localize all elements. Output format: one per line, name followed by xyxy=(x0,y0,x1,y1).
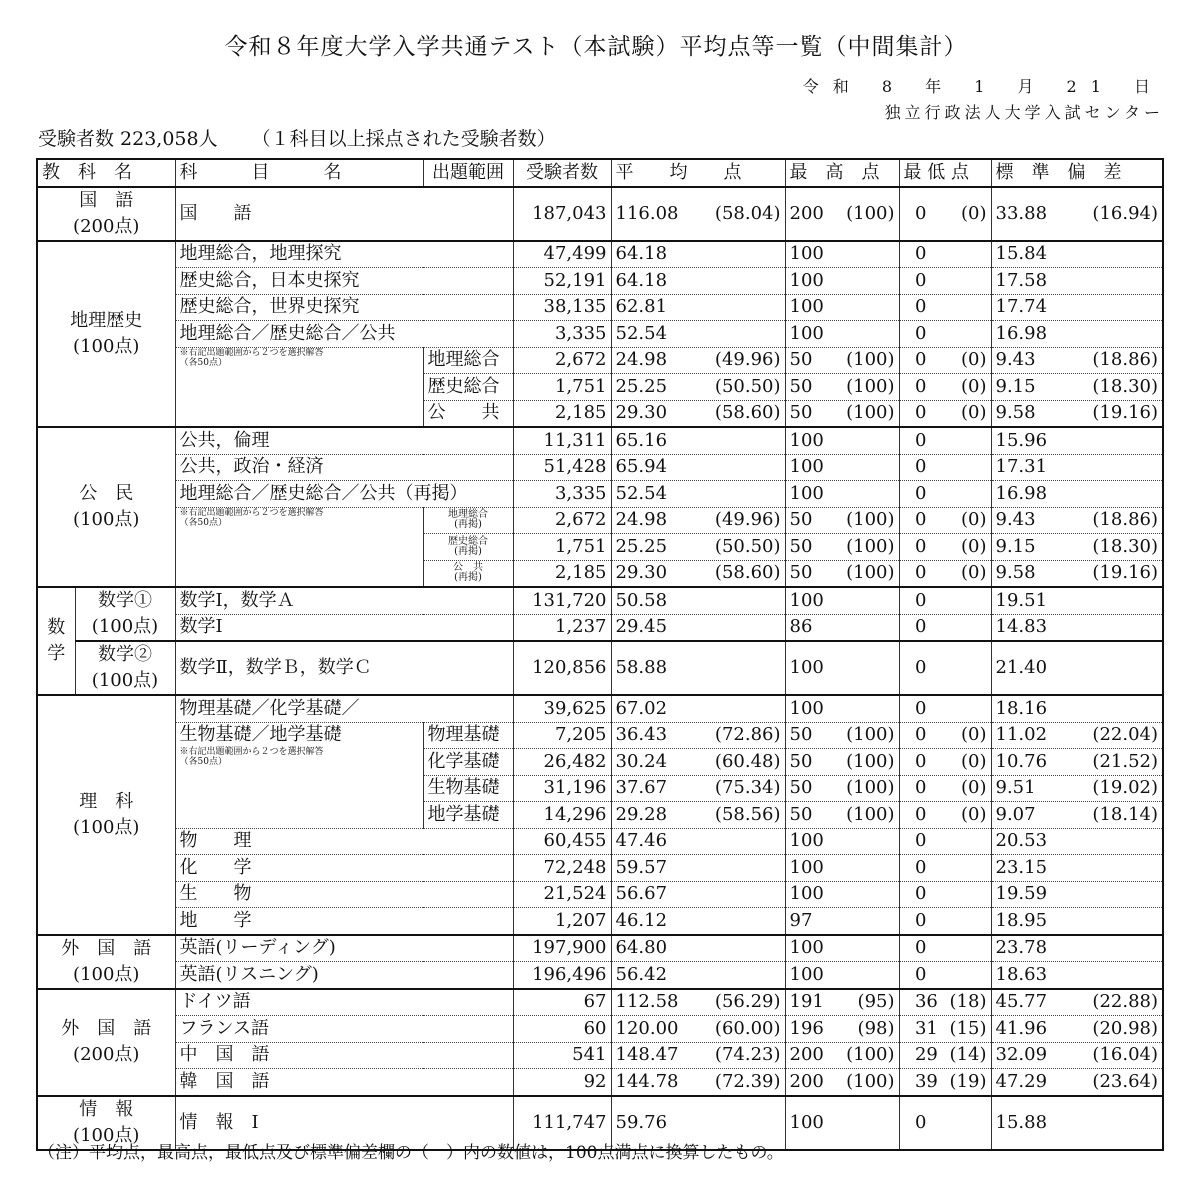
table-row: 化学基礎 26,482 30.24 (60.48) 50 (100) 0 (0) 10.76 (21.52) xyxy=(37,749,1163,776)
table-row: フランス語 60 120.00 (60.00) 196 (98) 31 (15) 41.96 (20.98) xyxy=(37,1016,1163,1043)
table-row: 物 理 60,455 47.46 100 0 20.53 xyxy=(37,828,1163,855)
table-row: 生物基礎／地学基礎 ※右記出題範囲から２つを選択解答 （各50点） 物理基礎 7,205 36.43 (72.86) 50 (100) 0 (0) 11.02 (22.04) xyxy=(37,722,1163,749)
table-row: 韓 国 語 92 144.78 (72.39) 200 (100) 39 (19) 47.29 (23.64) xyxy=(37,1069,1163,1096)
table-row: 理 科 (100点) 物理基礎／化学基礎／ 39,625 67.02 100 0 18.16 xyxy=(37,695,1163,722)
table-row: 中 国 語 541 148.47 (74.23) 200 (100) 29 (14) 32.09 (16.04) xyxy=(37,1042,1163,1069)
table-row: 地学基礎 14,296 29.28 (58.56) 50 (100) 0 (0) 9.07 (18.14) xyxy=(37,802,1163,829)
table-header: 教 科 名 科 目 名 出題範囲 受験者数 平 均 点 最 高 点 最 低 点 標 準 偏 差 xyxy=(37,159,1163,187)
table-row: 地理総合／歴史総合／公共 3,335 52.54 100 0 16.98 xyxy=(37,321,1163,348)
group-label: 外 国 語 (100点) xyxy=(37,935,175,989)
table-row: 歴史総合 1,751 25.25 (50.50) 50 (100) 0 (0) 9.15 (18.30) xyxy=(37,374,1163,401)
table-row: 歴史総合，日本史探究 52,191 64.18 100 0 17.58 xyxy=(37,268,1163,295)
table-row: 生 物 21,524 56.67 100 0 19.59 xyxy=(37,881,1163,908)
group-label: 情 報 (100点) xyxy=(37,1096,175,1150)
table-row: 地理総合／歴史総合／公共（再掲） 3,335 52.54 100 0 16.98 xyxy=(37,481,1163,508)
table-row: ※右記出題範囲から２つを選択解答 （各50点） 地理総合 (再掲) 2,672 24.98 (49.96) 50 (100) 0 (0) 9.43 (18.86) xyxy=(37,507,1163,534)
group-label: 理 科 (100点) xyxy=(37,695,175,935)
organization: 独立行政法人大学入試センター xyxy=(884,103,1164,122)
table-row: 生物基礎 31,196 37.67 (75.34) 50 (100) 0 (0) 9.51 (19.02) xyxy=(37,775,1163,802)
table-row: 数 学 数学① (100点) 数学Ⅰ，数学Ａ 131,720 50.58 100 0 19.51 xyxy=(37,587,1163,614)
table-row: 公共，政治・経済 51,428 65.94 100 0 17.31 xyxy=(37,454,1163,481)
table-row: 英語(リスニング) 196,496 56.42 100 0 18.63 xyxy=(37,962,1163,989)
table-row: 数学② (100点) 数学Ⅱ，数学Ｂ，数学Ｃ 120,856 58.88 100 0 21.40 xyxy=(37,641,1163,695)
table-row: 外 国 語 (200点) ドイツ語 67 112.58 (56.29) 191 (95) 36 (18) 45.77 (22.88) xyxy=(37,989,1163,1016)
table-row: 化 学 72,248 59.57 100 0 23.15 xyxy=(37,855,1163,882)
table-body xyxy=(37,159,1163,187)
table-row: 地理歴史 (100点) 地理総合，地理探究 47,499 64.18 100 0 15.84 xyxy=(37,241,1163,268)
table-row: 地 学 1,207 46.12 97 0 18.95 xyxy=(37,908,1163,935)
examinee-count: 受験者数 223,058人 （１科目以上採点された受験者数） xyxy=(38,128,556,150)
footnote: （注）平均点，最高点，最低点及び標準偏差欄の（ ）内の数値は，100点満点に換算したもの。 xyxy=(38,1143,784,1163)
table-row: 公 共 2,185 29.30 (58.60) 50 (100) 0 (0) 9.58 (19.16) xyxy=(37,400,1163,427)
table-row: 国 語 (200点) 国 語 187,043 116.08 (58.04) 200 (100) 0 (0) 33.88 (16.94) xyxy=(37,187,1163,241)
group-label: 公 民 (100点) xyxy=(37,427,175,587)
publish-date: 令和 8 年 1 月 21 日 xyxy=(802,77,1164,96)
group-label: 外 国 語 (200点) xyxy=(37,989,175,1096)
group-label: 国 語 (200点) xyxy=(37,187,175,241)
table-row: 歴史総合，世界史探究 38,135 62.81 100 0 17.74 xyxy=(37,294,1163,321)
table-row: ※右記出題範囲から２つを選択解答 （各50点） 地理総合 2,672 24.98 (49.96) 50 (100) 0 (0) 9.43 (18.86) xyxy=(37,347,1163,374)
table-row: 歴史総合 (再掲) 1,751 25.25 (50.50) 50 (100) 0 (0) 9.15 (18.30) xyxy=(37,534,1163,561)
page-title: 令和８年度大学入学共通テスト（本試験）平均点等一覧（中間集計） xyxy=(224,34,968,60)
table-row: 公 共 (再掲) 2,185 29.30 (58.60) 50 (100) 0 (0) 9.58 (19.16) xyxy=(37,560,1163,587)
group-label: 地理歴史 (100点) xyxy=(37,241,175,428)
table-row: 情 報 (100点) 情 報 Ⅰ 111,747 59.76 100 0 15.88 xyxy=(37,1096,1163,1150)
table-row: 外 国 語 (100点) 英語(リーディング) 197,900 64.80 100 0 23.78 xyxy=(37,935,1163,962)
table-row: 数学Ⅰ 1,237 29.45 86 0 14.83 xyxy=(37,614,1163,641)
scores-table xyxy=(36,158,1164,1151)
group-label: 数 学 xyxy=(37,587,75,695)
table-row: 公 民 (100点) 公共，倫理 11,311 65.16 100 0 15.96 xyxy=(37,427,1163,454)
